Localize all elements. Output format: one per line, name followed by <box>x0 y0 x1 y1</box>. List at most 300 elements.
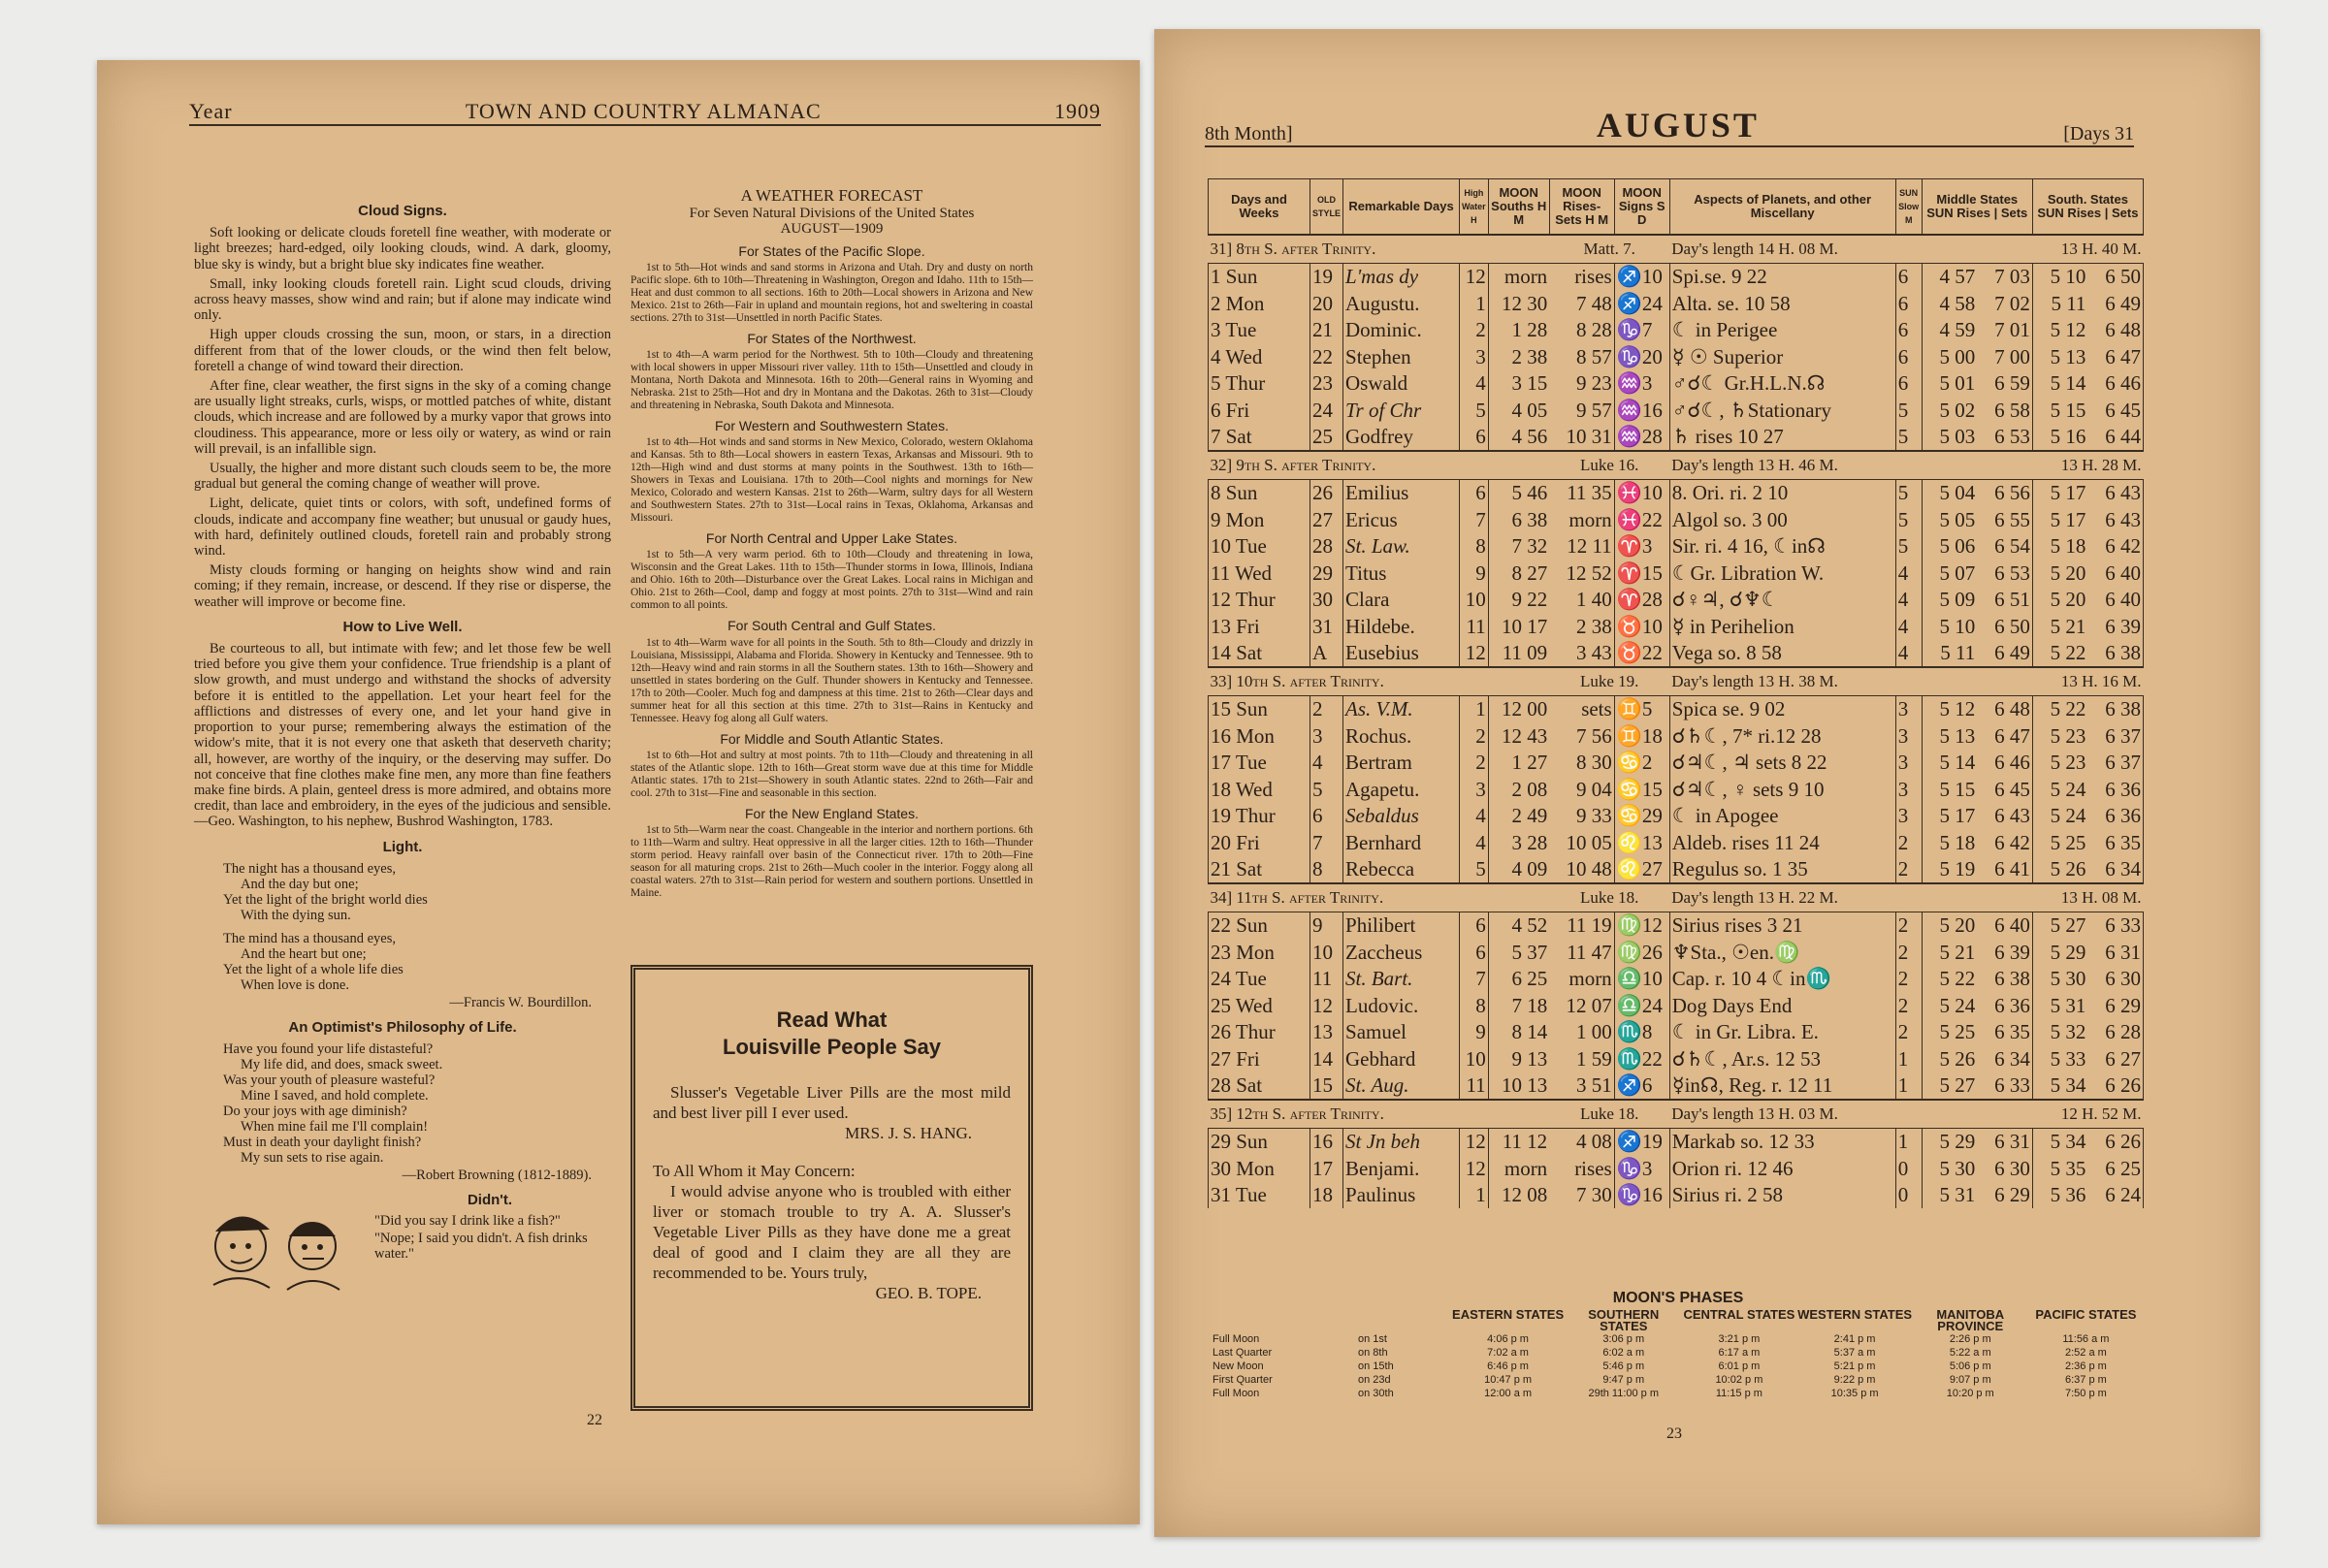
week-header-cell: 35] 12th S. after Trinity. <box>1209 1100 1550 1128</box>
day-cell: 7 30 <box>1575 1183 1612 1207</box>
cloud-paragraph: After fine, clear weather, the first signs in the sky of a coming change are usually light streaks, curls, wisps, or mottled patches of white, distant clouds, which increase and are followed by a murky vapor that grows into cloudiness. This appearance, more or less oily or watery, as wind or rain will prevail, is an infallible sign. <box>194 378 611 457</box>
phase-name: First Quarter <box>1212 1374 1273 1386</box>
phase-day: on 1st <box>1358 1333 1387 1345</box>
day-cell: 4 <box>1460 370 1489 398</box>
left-column <box>194 194 611 1299</box>
optimist-poem <box>223 1041 611 1166</box>
phase-time: 4:06 p m <box>1487 1333 1529 1345</box>
week-header-cell: 13 H. 28 M. <box>1977 451 2143 479</box>
day-cell: 6 <box>1895 263 1922 290</box>
day-cell: 6 38 <box>1994 967 2030 991</box>
phase-time: 5:37 a m <box>1833 1347 1876 1359</box>
day-cell: 10 <box>1460 1045 1489 1072</box>
phase-name: Full Moon <box>1212 1333 1260 1345</box>
day-cell: 2 <box>1310 695 1343 722</box>
day-cell: 6 25 <box>1488 966 1549 993</box>
day-cell: 16 Mon <box>1209 722 1310 750</box>
day-cell: 7 32 <box>1488 533 1549 560</box>
day-cell: St. Aug. <box>1343 1072 1460 1101</box>
day-cell: 6 <box>1895 370 1922 398</box>
day-cell: 19 <box>1310 263 1343 290</box>
page-number-left: 22 <box>587 1412 602 1428</box>
day-cell: 28 Sat <box>1209 1072 1310 1101</box>
col-header: MOON Rises-Sets H M <box>1549 179 1614 236</box>
phase-name: Full Moon <box>1212 1388 1260 1399</box>
day-cell: 21 <box>1310 317 1343 344</box>
day-cell: ♑3 <box>1614 1155 1669 1182</box>
day-cell: 16 <box>1310 1128 1343 1155</box>
right-header <box>1205 105 2134 147</box>
day-cell: 31 <box>1310 613 1343 640</box>
day-cell: 5 22 <box>2032 640 2087 668</box>
day-cell: Agapetu. <box>1343 776 1460 803</box>
day-cell: 5 <box>1460 856 1489 884</box>
day-cell: 4 59 <box>1922 317 1977 344</box>
day-cell: 6 33 <box>2087 912 2143 939</box>
region-text: 1st to 4th—A warm period for the Northwest. 5th to 10th—Cloudy and threatening with local showers in upper Missouri river valley. 11th to 15th—Unsettled and cloudy in Montana, North Dakota and Minnesota. 16th to 20th—General rains in Wyoming and Nebraska. 21st to 25th—Hot and dry in Montana and the Dakotas. 26th to 31st—Cloudy and threatening in Nebraska, South Dakota and Minnesota. <box>630 349 1033 412</box>
region-title: For North Central and Upper Lake States. <box>705 530 958 547</box>
day-cell: 5 22 <box>2032 695 2087 722</box>
phase-time: 9:47 p m <box>1602 1374 1645 1386</box>
day-cell: 3 Tue <box>1209 317 1310 344</box>
day-cell: ☌♀♃, ☌♆☾ <box>1669 587 1895 614</box>
day-cell: 5 13 <box>1922 722 1977 750</box>
day-cell: 5 20 <box>2032 560 2087 587</box>
week-header-row <box>1209 451 2144 479</box>
poem-line: Have you found your life distasteful? <box>223 1041 434 1058</box>
week-header-cell: 13 H. 16 M. <box>1977 667 2143 695</box>
poem-line: The night has a thousand eyes, <box>223 860 396 877</box>
day-cell: 1 <box>1895 1128 1922 1155</box>
phase-time: 29th 11:00 p m <box>1588 1388 1660 1399</box>
day-row <box>1209 1045 2144 1072</box>
day-cell: 6 37 <box>2087 722 2143 750</box>
day-row <box>1209 1019 2144 1046</box>
day-cell: 10 17 <box>1488 613 1549 640</box>
day-cell: 6 46 <box>2087 370 2143 398</box>
day-cell: 6 37 <box>2087 750 2143 777</box>
phase-time: 6:02 a m <box>1602 1347 1645 1359</box>
state-header: PACIFIC STATES <box>2035 1307 2137 1322</box>
phase-time: 10:02 p m <box>1715 1374 1763 1386</box>
day-cell: sets <box>1581 697 1612 721</box>
day-cell: 5 33 <box>2032 1045 2087 1072</box>
day-cell: 6 43 <box>2087 479 2143 506</box>
col-header: Days and Weeks <box>1209 179 1310 236</box>
day-cell: 9 <box>1310 912 1343 939</box>
poem-line: Yet the light of a whole life dies <box>223 961 404 977</box>
day-cell: Sirius ri. 2 58 <box>1669 1182 1895 1209</box>
week-header-cell: Luke 18. <box>1549 883 1669 912</box>
day-cell: 6 56 <box>1994 481 2030 505</box>
day-cell: 2 <box>1895 992 1922 1019</box>
phase-time: 5:46 p m <box>1602 1360 1645 1372</box>
day-cell: 20 Fri <box>1209 829 1310 856</box>
day-cell: 30 Mon <box>1209 1155 1310 1182</box>
day-cell: 5 35 <box>2032 1155 2087 1182</box>
day-cell: 30 <box>1310 587 1343 614</box>
live-well-text: Be courteous to all, but intimate with few; and let those few be well tried before you give them your confidence. True friendship is a plant of slow growth, and must undergo and withstand the shocks of adversity before it is entitled to the appellation. Let your heart feel for the afflictions and distresses of every one, and let your hand give in proportion to your purse; remembering always the estimation of the widow's mite, that it is not every one that asketh that deserveth charity; all, however, are worthy of the inquiry, or the deserving may suffer. Do not conceive that fine clothes make fine men, any more than fine feathers make fine birds. A plain, genteel dress is more admired, and obtains more credit, than lace and embroidery, in the eyes of the judicious and sensible.—Geo. Washington, to his nephew, Bushrod Washington, 1783. <box>194 641 611 830</box>
day-cell: 1 27 <box>1488 750 1549 777</box>
day-cell: 4 <box>1460 829 1489 856</box>
day-cell: 5 11 <box>1922 640 1977 668</box>
day-cell: Eusebius <box>1343 640 1460 668</box>
day-cell: Aldeb. rises 11 24 <box>1669 829 1895 856</box>
day-cell: 12 30 <box>1488 290 1549 317</box>
day-cell: Ericus <box>1343 506 1460 533</box>
day-cell: 7 48 <box>1575 291 1612 315</box>
day-cell: 1 Sun <box>1209 263 1310 290</box>
day-cell: 12 52 <box>1566 560 1612 585</box>
cloud-paragraph: Small, inky looking clouds foretell rain. Light scud clouds, driving across heavy masses, show wind and rain; but if alone may indicate wind only. <box>194 275 611 324</box>
day-cell: 5 <box>1895 397 1922 424</box>
day-cell: 5 05 <box>1922 506 1977 533</box>
day-cell: 2 <box>1895 856 1922 884</box>
day-cell: 6 33 <box>1994 1073 2030 1098</box>
day-cell: 6 40 <box>2087 560 2143 587</box>
poem-line: Do your joys with age diminish? <box>223 1104 407 1120</box>
week-header-cell: 32] 9th S. after Trinity. <box>1209 451 1550 479</box>
day-cell: rises <box>1574 1156 1612 1180</box>
day-cell: 5 36 <box>2032 1182 2087 1209</box>
day-cell: 2 49 <box>1488 803 1549 830</box>
forecast-title: A WEATHER FORECAST <box>740 186 923 205</box>
day-cell: 11 Wed <box>1209 560 1310 587</box>
day-cell: 6 30 <box>1994 1156 2030 1180</box>
day-cell: 3 <box>1895 750 1922 777</box>
day-cell: 5 06 <box>1922 533 1977 560</box>
day-cell: 6 25 <box>2087 1155 2143 1182</box>
day-cell: 9 04 <box>1575 777 1612 801</box>
day-cell: 7 <box>1310 829 1343 856</box>
ad-title <box>653 1007 1011 1061</box>
phase-time: 10:35 p m <box>1830 1388 1879 1399</box>
day-cell: 8 30 <box>1575 751 1612 775</box>
day-cell: ♍26 <box>1614 939 1669 966</box>
day-cell: 12 <box>1460 1155 1489 1182</box>
day-cell: ♓10 <box>1614 479 1669 506</box>
day-cell: 10 31 <box>1566 425 1612 449</box>
day-cell: 8 <box>1460 533 1489 560</box>
day-cell: 6 44 <box>2087 424 2143 452</box>
day-cell: 15 <box>1310 1072 1343 1101</box>
day-cell: 5 18 <box>1922 829 1977 856</box>
day-cell: morn <box>1488 1155 1549 1182</box>
day-cell: 5 31 <box>2032 992 2087 1019</box>
day-cell: 6 45 <box>1994 777 2030 801</box>
day-cell: Dominic. <box>1343 317 1460 344</box>
month-title: AUGUST <box>1596 106 1760 144</box>
day-cell: ♉22 <box>1614 640 1669 668</box>
day-cell: 6 51 <box>1994 588 2030 612</box>
day-cell: ♏22 <box>1614 1045 1669 1072</box>
cloud-paragraph: Light, delicate, quiet tints or colors, with soft, undefined forms of clouds, indicate and accompany fine weather; but unusual or gaudy hues, with hard, definitely outlined clouds, foretell rain and probably strong wind. <box>194 496 611 560</box>
day-cell: 9 13 <box>1488 1045 1549 1072</box>
day-cell: 6 46 <box>1994 751 2030 775</box>
day-cell: 12 11 <box>1567 534 1612 559</box>
day-cell: 10 <box>1310 939 1343 966</box>
day-cell: 12 07 <box>1566 993 1612 1017</box>
col-header: SUN Slow M <box>1895 179 1922 236</box>
didnt-title: Didn't. <box>467 1192 513 1209</box>
day-cell: 4 <box>1310 750 1343 777</box>
day-cell: ☿in☊, Reg. r. 12 11 <box>1669 1072 1895 1101</box>
day-cell: ♒28 <box>1614 424 1669 452</box>
cloud-paragraph: Usually, the higher and more distant such clouds seem to be, the more gradual but general the coming change of weather will prove. <box>194 461 611 493</box>
day-cell: 6 36 <box>2087 776 2143 803</box>
day-cell: ☾ in Perigee <box>1669 317 1895 344</box>
day-cell: ♓22 <box>1614 506 1669 533</box>
day-row <box>1209 533 2144 560</box>
day-cell: L'mas dy <box>1343 263 1460 290</box>
week-header-row <box>1209 667 2144 695</box>
day-cell: 11 <box>1460 1072 1489 1101</box>
poem-line: And the day but one; <box>241 876 359 892</box>
optimist-attribution: —Robert Browning (1812-1889). <box>402 1168 592 1184</box>
day-cell: ♂☌☾ Gr.H.L.N.☊ <box>1669 370 1895 398</box>
phase-time: 5:22 a m <box>1949 1347 1991 1359</box>
day-cell: 5 27 <box>2032 912 2087 939</box>
day-cell: Regulus so. 1 35 <box>1669 856 1895 884</box>
day-cell: 17 <box>1310 1155 1343 1182</box>
day-cell: 5 10 <box>1922 613 1977 640</box>
day-cell: ♍12 <box>1614 912 1669 939</box>
day-cell: 6 24 <box>2087 1182 2143 1209</box>
day-row <box>1209 370 2144 398</box>
day-cell: St. Law. <box>1343 533 1460 560</box>
day-row <box>1209 750 2144 777</box>
light-title: Light. <box>382 838 423 855</box>
day-cell: 3 <box>1460 776 1489 803</box>
day-cell: Alta. se. 10 58 <box>1669 290 1895 317</box>
day-cell: 6 Fri <box>1209 397 1310 424</box>
day-cell: 14 <box>1310 1045 1343 1072</box>
day-cell: 5 <box>1310 776 1343 803</box>
day-cell: Oswald <box>1343 370 1460 398</box>
poem-line: The mind has a thousand eyes, <box>223 930 396 946</box>
poem-line: When mine fail me I'll complain! <box>241 1119 429 1136</box>
day-cell: 2 <box>1460 750 1489 777</box>
day-cell: ☌♄☾, Ar.s. 12 53 <box>1669 1045 1895 1072</box>
phase-time: 7:02 a m <box>1487 1347 1529 1359</box>
day-cell: 6 35 <box>2087 829 2143 856</box>
day-cell: ♈3 <box>1614 533 1669 560</box>
day-cell: 6 50 <box>2087 263 2143 290</box>
day-cell: ♉10 <box>1614 613 1669 640</box>
day-cell: 5 29 <box>1922 1128 1977 1155</box>
day-cell: 29 Sun <box>1209 1128 1310 1155</box>
day-cell: 7 <box>1460 966 1489 993</box>
poem-line: My sun sets to rise again. <box>241 1150 384 1167</box>
month-number: 8th Month] <box>1205 123 1293 144</box>
day-cell: 6 41 <box>1994 857 2030 881</box>
light-attribution: —Francis W. Bourdillon. <box>449 994 592 1010</box>
day-cell: 6 29 <box>1994 1183 2030 1207</box>
day-cell: 5 11 <box>2032 290 2087 317</box>
day-cell: 9 23 <box>1575 371 1612 396</box>
day-cell: 5 07 <box>1922 560 1977 587</box>
day-cell: ♑20 <box>1614 343 1669 370</box>
day-cell: Sirius rises 3 21 <box>1669 912 1895 939</box>
day-cell: Dog Days End <box>1669 992 1895 1019</box>
day-cell: 7 00 <box>1994 344 2030 368</box>
region-text: 1st to 5th—Hot winds and sand storms in Arizona and Utah. Dry and dusty on north Pacific slope. 6th to 10th—Threatening in Washington, Oregon and Idaho. 11th to 15th—Heat and dust common to all sections. 16th to 20th—Local showers in Arizona and New Mexico. 21st to 26th—Fair in upland and mountain regions, hot and sweltering in coastal sections. 27th to 31st—Unsettled in north Pacific States. <box>630 261 1033 324</box>
day-cell: 1 00 <box>1575 1020 1612 1044</box>
day-cell: 6 <box>1460 479 1489 506</box>
poem-line: Was your youth of pleasure wasteful? <box>223 1072 436 1089</box>
phase-time: 3:06 p m <box>1602 1333 1645 1345</box>
day-cell: 6 49 <box>2087 290 2143 317</box>
day-cell: 6 40 <box>2087 587 2143 614</box>
region-title: For Western and Southwestern States. <box>715 418 949 434</box>
day-cell: 18 <box>1310 1182 1343 1209</box>
day-cell: 22 <box>1310 343 1343 370</box>
phase-time: 9:22 p m <box>1833 1374 1876 1386</box>
day-cell: 6 31 <box>2087 939 2143 966</box>
cloud-paragraph: Soft looking or delicate clouds foretell fine weather, with moderate or light breezes; hard-edged, oily looking clouds, wind. A dark, gloomy, blue sky is windy, but a bright blue sky indicates fine weather. <box>194 225 611 272</box>
day-cell: 15 Sun <box>1209 695 1310 722</box>
calendar-header-row <box>1209 179 2144 236</box>
day-cell: Godfrey <box>1343 424 1460 452</box>
day-cell: 1 <box>1895 1045 1922 1072</box>
poem-line: My life did, and does, smack sweet. <box>241 1057 443 1073</box>
day-cell: 7 56 <box>1575 723 1612 748</box>
day-cell: ☌♄☾, 7* ri.12 28 <box>1669 722 1895 750</box>
day-row <box>1209 1182 2144 1209</box>
phase-name: Last Quarter <box>1212 1347 1273 1359</box>
col-header: High Water H <box>1460 179 1489 236</box>
day-cell: 6 42 <box>2087 533 2143 560</box>
day-cell: 5 20 <box>1922 912 1977 939</box>
day-row <box>1209 856 2144 884</box>
day-cell: 5 24 <box>2032 776 2087 803</box>
day-cell: 3 43 <box>1575 641 1612 665</box>
region-title: For States of the Northwest. <box>747 330 917 346</box>
day-cell: 13 <box>1310 1019 1343 1046</box>
col-header: MOON Signs S D <box>1614 179 1669 236</box>
day-cell: 7 18 <box>1488 992 1549 1019</box>
day-cell: 3 15 <box>1488 370 1549 398</box>
day-cell: Philibert <box>1343 912 1460 939</box>
day-cell: 5 13 <box>2032 343 2087 370</box>
day-cell: Sebaldus <box>1343 803 1460 830</box>
week-header-row <box>1209 235 2144 263</box>
day-row <box>1209 424 2144 452</box>
day-cell: 5 25 <box>1922 1019 1977 1046</box>
day-cell: 5 24 <box>1922 992 1977 1019</box>
day-cell: Cap. r. 10 4 ☾in♏ <box>1669 966 1895 993</box>
day-cell: 10 <box>1460 587 1489 614</box>
day-cell: 9 33 <box>1575 804 1612 828</box>
week-header-cell: 13 H. 40 M. <box>1977 235 2143 263</box>
day-cell: 4 <box>1895 587 1922 614</box>
phase-day: on 23d <box>1358 1374 1391 1386</box>
day-cell: 5 14 <box>2032 370 2087 398</box>
day-cell: 4 58 <box>1922 290 1977 317</box>
day-cell: 6 40 <box>1994 913 2030 938</box>
day-cell: ♎10 <box>1614 966 1669 993</box>
poem-line: Must in death your daylight finish? <box>223 1135 422 1151</box>
state-header: CENTRAL STATES <box>1683 1307 1795 1322</box>
day-cell: 6 59 <box>1994 371 2030 396</box>
day-cell: 8 14 <box>1488 1019 1549 1046</box>
day-row <box>1209 803 2144 830</box>
phase-time: 2:41 p m <box>1833 1333 1876 1345</box>
day-cell: 4 Wed <box>1209 343 1310 370</box>
day-cell: ♑16 <box>1614 1182 1669 1209</box>
day-cell: 2 <box>1895 966 1922 993</box>
day-row <box>1209 1128 2144 1155</box>
day-cell: ☾ in Apogee <box>1669 803 1895 830</box>
day-cell: 5 25 <box>2032 829 2087 856</box>
day-cell: 5 03 <box>1922 424 1977 452</box>
day-cell: 5 23 <box>2032 722 2087 750</box>
day-cell: 5 26 <box>2032 856 2087 884</box>
day-cell: ♐10 <box>1614 263 1669 290</box>
day-cell: Stephen <box>1343 343 1460 370</box>
day-cell: 1 <box>1460 1182 1489 1209</box>
day-cell: 8 57 <box>1575 344 1612 368</box>
day-cell: 4 <box>1895 640 1922 668</box>
live-well-title: How to Live Well. <box>342 618 463 635</box>
didnt-line1: "Did you say I drink like a fish?" <box>374 1212 561 1229</box>
day-cell: 6 42 <box>1994 830 2030 854</box>
day-cell: 9 <box>1460 560 1489 587</box>
day-cell: Clara <box>1343 587 1460 614</box>
ad-testimonial-2: I would advise anyone who is troubled with either liver or stomach trouble to try A. A. Slusser's Vegetable Liver Pills as they have done me a great deal of good and I claim they are all they are recommended to be. Yours truly, <box>653 1182 1011 1282</box>
day-cell: 6 50 <box>1994 614 2030 638</box>
phase-day: on 15th <box>1358 1360 1394 1372</box>
day-cell: ☾ in Gr. Libra. E. <box>1669 1019 1895 1046</box>
day-cell: 10 Tue <box>1209 533 1310 560</box>
phase-time: 5:06 p m <box>1949 1360 1991 1372</box>
day-cell: 8 <box>1310 856 1343 884</box>
day-cell: 5 19 <box>1922 856 1977 884</box>
day-cell: 4 56 <box>1488 424 1549 452</box>
day-cell: 6 30 <box>2087 966 2143 993</box>
day-cell: 2 Mon <box>1209 290 1310 317</box>
day-cell: 24 <box>1310 397 1343 424</box>
day-cell: 9 57 <box>1575 398 1612 422</box>
week-header-cell: 13 H. 08 M. <box>1977 883 2143 912</box>
day-row <box>1209 263 2144 290</box>
phase-name: New Moon <box>1212 1360 1264 1372</box>
day-cell: 5 12 <box>1922 695 1977 722</box>
day-cell: 11 12 <box>1488 1128 1549 1155</box>
forecast-column <box>630 184 1033 904</box>
day-cell: 7 01 <box>1994 318 2030 342</box>
week-header-row <box>1209 1100 2144 1128</box>
day-cell: 10 13 <box>1488 1072 1549 1101</box>
year-number: 1909 <box>1054 99 1101 123</box>
phase-time: 2:36 p m <box>2065 1360 2107 1372</box>
region-text: 1st to 6th—Hot and sultry at most points. 7th to 11th—Cloudy and threatening in all states of the Atlantic slope. 12th to 16th—Great storm wave due at this time for Middle Atlantic states. 17th to 21st—Showery in south Atlantic states. 22nd to 26th—Fair and cool. 27th to 31st—Fine and seasonable in this section. <box>630 749 1033 799</box>
day-cell: 6 <box>1895 343 1922 370</box>
day-row <box>1209 290 2144 317</box>
day-cell: 5 12 <box>2032 317 2087 344</box>
day-cell: 5 26 <box>1922 1045 1977 1072</box>
day-cell: 14 Sat <box>1209 640 1310 668</box>
day-cell: 2 <box>1460 722 1489 750</box>
day-cell: 11 35 <box>1567 481 1612 505</box>
day-cell: ♐6 <box>1614 1072 1669 1101</box>
phase-day: on 30th <box>1358 1388 1394 1399</box>
phase-time: 2:26 p m <box>1949 1333 1991 1345</box>
day-cell: ♈15 <box>1614 560 1669 587</box>
day-cell: ♎24 <box>1614 992 1669 1019</box>
week-header-cell: Day's length 13 H. 38 M. <box>1669 667 1977 695</box>
day-cell: 3 <box>1895 803 1922 830</box>
